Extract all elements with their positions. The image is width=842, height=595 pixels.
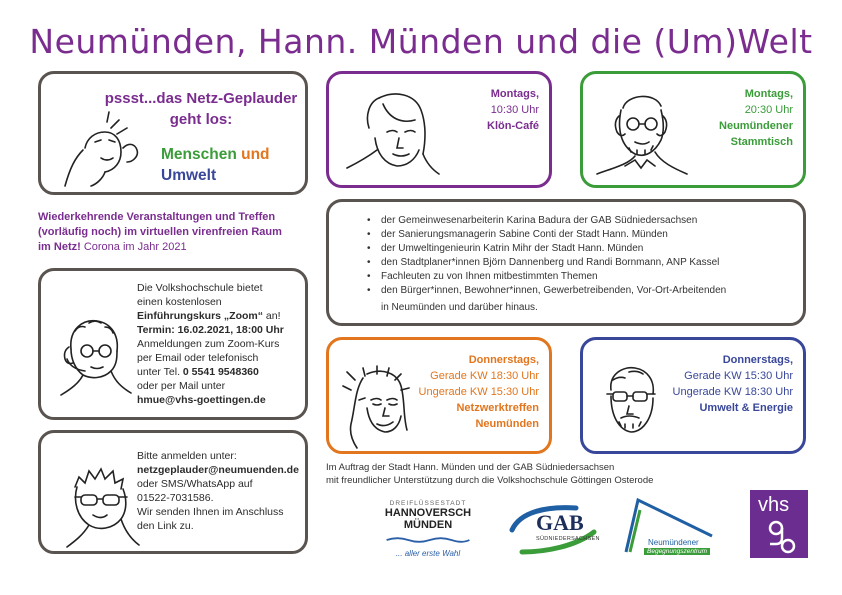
- mon-evening-time: 20:30 Uhr: [744, 104, 793, 116]
- event-thursday-environment: [580, 337, 806, 454]
- logo-gab: [506, 502, 602, 556]
- event-thursday-network: [326, 337, 552, 454]
- thu-env-day: Donnerstags,: [722, 354, 793, 366]
- event-monday-morning: [326, 71, 552, 188]
- intro-box: [38, 71, 308, 195]
- logo-neumuenden-text: Neumündener: [648, 538, 699, 547]
- footer-line1: Im Auftrag der Stadt Hann. Münden und der GAB Südniedersachsen: [326, 462, 615, 473]
- vhs-line7: unter Tel.: [137, 366, 183, 378]
- mon-morning-day: Montags,: [490, 88, 539, 100]
- vhs-line1: Die Volkshochschule bietet: [137, 282, 263, 294]
- participants-list: [365, 214, 795, 298]
- event-monday-evening: [580, 71, 806, 188]
- vhs-phone: 0 5541 9548360: [182, 366, 259, 378]
- logo-city-top: DREIFLÜSSESTADT: [389, 500, 467, 507]
- mon-evening-name2: Stammtisch: [730, 136, 793, 148]
- logo-hann-muenden: [378, 500, 478, 558]
- list-item: • den Bürger*innen, Bewohner*innen, Gewerbetreibenden, Vor-Ort-Arbeitenden: [365, 284, 795, 298]
- thu-env-name: Umwelt & Energie: [699, 402, 793, 414]
- thu-network-even: Gerade KW 18:30 Uhr: [430, 370, 539, 382]
- subtitle-line3-bold: im Netz!: [38, 241, 81, 253]
- logo-city-name1: HANNOVERSCH: [384, 507, 472, 519]
- vhs-course-box: [38, 268, 308, 420]
- face-sketch-glasses: [61, 457, 141, 551]
- vhs-line8: oder per Mail unter: [137, 380, 226, 392]
- vhs-date: Termin: 16.02.2021, 18:00 Uhr: [137, 324, 284, 336]
- list-item: • der Umweltingenieurin Katrin Mihr der Stadt Hann. Münden: [365, 242, 795, 256]
- mon-morning-name: Klön-Café: [487, 120, 539, 132]
- thu-network-odd: Ungerade KW 15:30 Uhr: [418, 386, 539, 398]
- page-title: Neumünden, Hann. Münden und die (Um)Welt: [29, 22, 813, 61]
- participants-continuation: in Neumünden und darüber hinaus.: [381, 302, 538, 313]
- logo-gab-sub: SÜDNIEDERSACHSEN: [536, 536, 600, 542]
- footer-credit: [326, 461, 806, 487]
- thu-env-odd: Ungerade KW 18:30 Uhr: [672, 386, 793, 398]
- vhs-line3: Einführungskurs „Zoom“: [137, 310, 263, 322]
- registration-box: [38, 430, 308, 554]
- mon-morning-time: 10:30 Uhr: [490, 104, 539, 116]
- list-item: • der Gemeinwesenarbeiterin Karina Badura der GAB Südniedersachsen: [365, 214, 795, 228]
- intro-umwelt: Umwelt: [161, 167, 217, 184]
- face-sketch-headset: [53, 309, 133, 399]
- reg-email-link[interactable]: netzgeplauder@neumuenden.de: [137, 464, 299, 476]
- reg-line6: den Link zu.: [137, 520, 194, 532]
- vhs-line5: Anmeldungen zum Zoom-Kurs: [137, 338, 280, 350]
- intro-line1: pssst...das Netz-Geplauder: [104, 90, 298, 107]
- list-item: • den Stadtplaner*innen Björn Dannenberg und Randi Bornmann, ANP Kassel: [365, 256, 795, 270]
- reg-phone: 01522-7031586.: [137, 492, 214, 504]
- reg-line3: oder SMS/WhatsApp auf: [137, 478, 253, 490]
- vhs-email-link[interactable]: hmue@vhs-goettingen.de: [137, 394, 266, 406]
- mon-evening-day: Montags,: [744, 88, 793, 100]
- mon-evening-name1: Neumündener: [719, 120, 793, 132]
- logo-vhs: [750, 490, 808, 558]
- intro-und: und: [241, 146, 270, 163]
- vhs-line3b: an!: [263, 310, 281, 322]
- thu-network-name1: Netzwerktreffen: [456, 402, 539, 414]
- participants-box: [326, 199, 806, 326]
- subtitle: [38, 210, 323, 255]
- logo-neumuenden: [622, 496, 718, 558]
- logo-vhs-text: vhs: [758, 494, 790, 516]
- thu-env-even: Gerade KW 15:30 Uhr: [684, 370, 793, 382]
- list-item: • der Sanierungsmanagerin Sabine Conti der Stadt Hann. Münden: [365, 228, 795, 242]
- vhs-line2: einen kostenlosen: [137, 296, 222, 308]
- logo-gab-text: GAB: [536, 510, 584, 535]
- subtitle-line1: Wiederkehrende Veranstaltungen und Treffen: [38, 211, 276, 223]
- thu-network-day: Donnerstags,: [468, 354, 539, 366]
- logo-city-name2: MÜNDEN: [403, 519, 453, 531]
- subtitle-line3-rest: Corona im Jahr 2021: [80, 241, 187, 253]
- subtitle-line2: (vorläufig noch) im virtuellen virenfreien Raum: [38, 226, 282, 238]
- footer-line2: mit freundlicher Unterstützung durch die Volkshochschule Göttingen Osterode: [326, 475, 654, 486]
- intro-line2: geht los:: [169, 111, 233, 128]
- vhs-go-mark-icon: [750, 518, 808, 558]
- list-item: • Fachleuten zu von Ihnen mitbestimmten Themen: [365, 270, 795, 284]
- intro-menschen: Menschen: [161, 146, 237, 163]
- thu-network-name2: Neumünden: [475, 418, 539, 430]
- vhs-line6: per Email oder telefonisch: [137, 352, 259, 364]
- logo-neumuenden-sub: Begegnungszentrum: [644, 548, 710, 555]
- reg-line5: Wir senden Ihnen im Anschluss: [137, 506, 284, 518]
- logo-city-slogan: ... aller erste Wahl: [395, 549, 461, 558]
- logo-wave-icon: [383, 536, 473, 544]
- reg-line1: Bitte anmelden unter:: [137, 450, 237, 462]
